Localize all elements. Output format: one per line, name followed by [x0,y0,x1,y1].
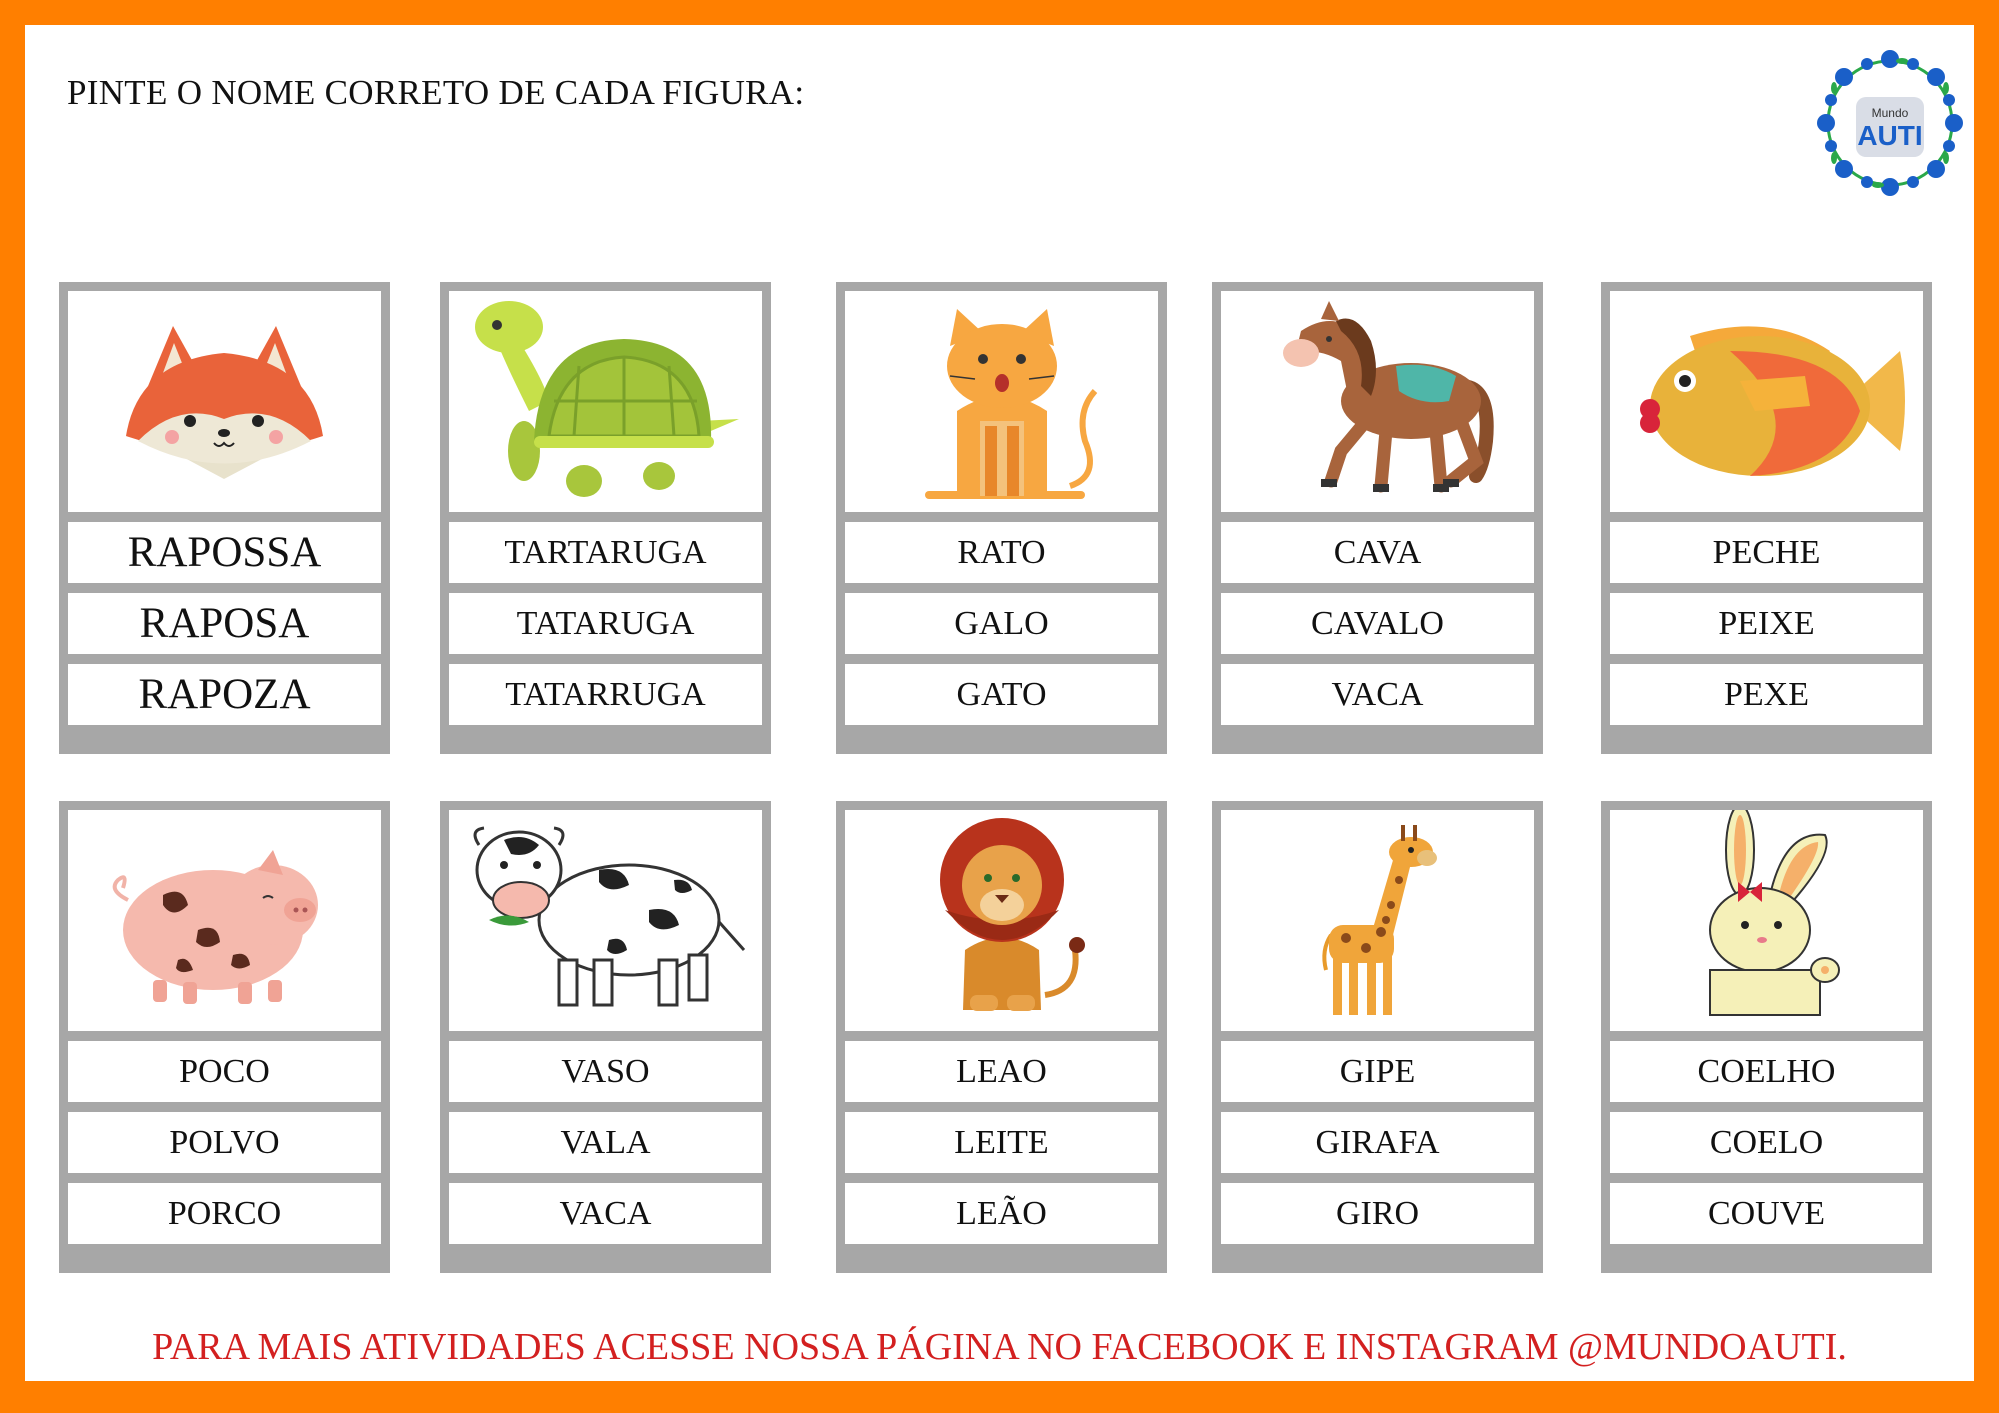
horse-picture [1221,291,1534,512]
card-fish [1601,282,1932,754]
option-word[interactable]: GALO [845,593,1158,654]
mundo-auti-logo [1810,43,1970,203]
option-word[interactable]: GIPE [1221,1041,1534,1102]
option-word[interactable]: VACA [1221,664,1534,725]
option-word[interactable]: COUVE [1610,1183,1923,1244]
card-pig [59,801,390,1273]
card-giraffe [1212,801,1543,1273]
option-word[interactable]: COELO [1610,1112,1923,1173]
logo-big-text: AUTI [1857,120,1923,151]
footer-text: PARA MAIS ATIVIDADES ACESSE NOSSA PÁGINA NO FACEBOOK E INSTAGRAM @MUNDOAUTI. [152,1326,1847,1368]
option-word[interactable]: RAPOSSA [68,522,381,583]
card-lion [836,801,1167,1273]
logo-small-text: Mundo [1871,106,1909,120]
pig-picture [68,810,381,1031]
cow-picture [449,810,762,1031]
instruction-title: PINTE O NOME CORRETO DE CADA FIGURA: [67,73,805,112]
option-word[interactable]: PECHE [1610,522,1923,583]
card-fox [59,282,390,754]
option-word[interactable]: GIRO [1221,1183,1534,1244]
lion-picture [845,810,1158,1031]
option-word[interactable]: TATARUGA [449,593,762,654]
worksheet [25,25,1974,1381]
option-word[interactable]: VASO [449,1041,762,1102]
option-word[interactable]: POCO [68,1041,381,1102]
option-word[interactable]: TARTARUGA [449,522,762,583]
option-word[interactable]: PORCO [68,1183,381,1244]
turtle-picture [449,291,762,512]
option-word[interactable]: TATARRUGA [449,664,762,725]
option-word[interactable]: RAPOSA [68,593,381,654]
option-word[interactable]: LEITE [845,1112,1158,1173]
fox-picture [68,291,381,512]
fish-picture [1610,291,1923,512]
rabbit-picture [1610,810,1923,1031]
option-word[interactable]: VACA [449,1183,762,1244]
option-word[interactable]: CAVALO [1221,593,1534,654]
option-word[interactable]: PEXE [1610,664,1923,725]
card-cow [440,801,771,1273]
option-word[interactable]: LEAO [845,1041,1158,1102]
giraffe-picture [1221,810,1534,1031]
option-word[interactable]: GIRAFA [1221,1112,1534,1173]
option-word[interactable]: GATO [845,664,1158,725]
option-word[interactable]: RAPOZA [68,664,381,725]
option-word[interactable]: POLVO [68,1112,381,1173]
cat-picture [845,291,1158,512]
option-word[interactable]: PEIXE [1610,593,1923,654]
card-turtle [440,282,771,754]
option-word[interactable]: LEÃO [845,1183,1158,1244]
card-cat [836,282,1167,754]
option-word[interactable]: CAVA [1221,522,1534,583]
card-rabbit [1601,801,1932,1273]
card-horse [1212,282,1543,754]
option-word[interactable]: VALA [449,1112,762,1173]
option-word[interactable]: RATO [845,522,1158,583]
option-word[interactable]: COELHO [1610,1041,1923,1102]
